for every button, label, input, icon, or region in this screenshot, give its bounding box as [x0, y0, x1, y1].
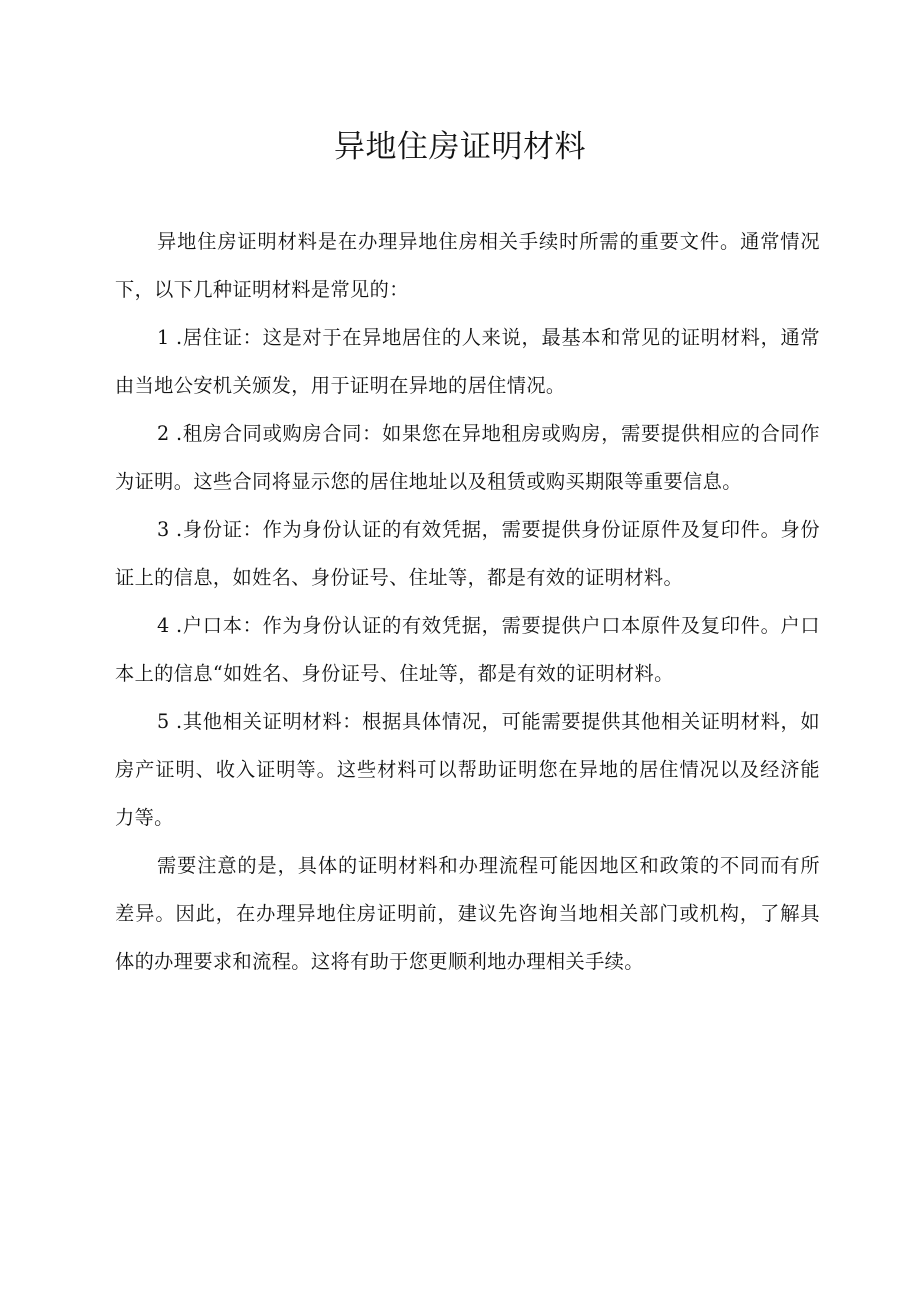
list-item-number: 4	[157, 614, 170, 637]
list-item-contract	[115, 410, 820, 506]
document-body	[115, 218, 820, 986]
list-item-household-register	[115, 602, 820, 698]
list-item-text: .居住证：这是对于在异地居住的人来说，最基本和常见的证明材料，通常由当地公安机关颁发，用于证明在异地的居住情况。	[115, 326, 820, 397]
list-item-text: .租房合同或购房合同：如果您在异地租房或购房，需要提供相应的合同作为证明。这些合同将显示您的居住地址以及租赁或购买期限等重要信息。	[115, 422, 820, 493]
list-item-number: 2	[157, 422, 170, 445]
list-item-number: 5	[157, 710, 170, 733]
intro-paragraph: 异地住房证明材料是在办理异地住房相关手续时所需的重要文件。通常情况下，以下几种证明材料是常见的：	[115, 230, 820, 301]
document-title: 异地住房证明材料	[334, 129, 586, 165]
list-item-residence-permit	[115, 314, 820, 410]
list-item-number: 1	[157, 326, 170, 349]
list-item-text: .户口本：作为身份认证的有效凭据，需要提供户口本原件及复印件。户口本上的信息“如姓名、身份证号、住址等，都是有效的证明材料。	[115, 614, 820, 685]
list-item-id-card	[115, 506, 820, 602]
list-item-number: 3	[157, 518, 170, 541]
list-item-text: .其他相关证明材料：根据具体情况，可能需要提供其他相关证明材料，如房产证明、收入证明等。这些材料可以帮助证明您在异地的居住情况以及经济能力等。	[115, 710, 820, 829]
list-item-text: .身份证：作为身份认证的有效凭据，需要提供身份证原件及复印件。身份证上的信息，如姓名、身份证号、住址等，都是有效的证明材料。	[115, 518, 820, 589]
conclusion-paragraph: 需要注意的是，具体的证明材料和办理流程可能因地区和政策的不同而有所差异。因此，在办理异地住房证明前，建议先咨询当地相关部门或机构，了解具体的办理要求和流程。这将有助于您更顺利地办理相关手续。	[115, 854, 820, 973]
list-item-other-materials	[115, 698, 820, 842]
